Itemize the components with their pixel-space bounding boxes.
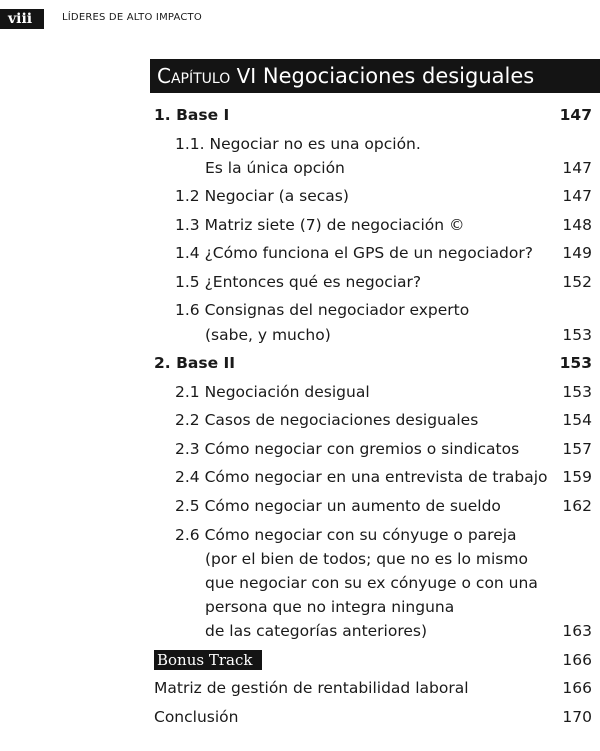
chapter-title: Negociaciones desiguales (262, 64, 535, 88)
running-head: LÍDERES DE ALTO IMPACTO (62, 12, 202, 23)
toc-page-number: 147 (562, 159, 592, 177)
toc-entry: Matriz de gestión de rentabilidad laboral (154, 679, 469, 697)
toc-page-number: 166 (562, 651, 592, 669)
toc-page-number: 162 (562, 497, 592, 515)
toc-entry-continuation: que negociar con su ex cónyuge o con una (205, 574, 538, 592)
toc-entry-continuation: (sabe, y mucho) (205, 326, 331, 344)
bonus-track-label: Bonus Track (154, 650, 262, 670)
toc-entry: 2.6 Cómo negociar con su cónyuge o pareja (175, 526, 517, 544)
toc-page-number: 152 (562, 273, 592, 291)
toc-page-number: 157 (562, 440, 592, 458)
toc-entry: 2.1 Negociación desigual (175, 383, 370, 401)
toc-page-number: 166 (562, 679, 592, 697)
toc-entry: 1.2 Negociar (a secas) (175, 187, 349, 205)
toc-page-number: 147 (562, 187, 592, 205)
toc-entry: 2.4 Cómo negociar en una entrevista de trabajo (175, 468, 548, 486)
toc-page-number: 170 (562, 708, 592, 726)
toc-section-base-2: 2. Base II (154, 354, 236, 372)
toc-page-number: 147 (559, 106, 592, 124)
toc-entry-continuation: persona que no integra ninguna (205, 598, 455, 616)
toc-page-number: 163 (562, 622, 592, 640)
toc-entry: 1.4 ¿Cómo funciona el GPS de un negociador? (175, 244, 533, 262)
toc-entry: 1.5 ¿Entonces qué es negociar? (175, 273, 422, 291)
toc-page-number: 159 (562, 468, 592, 486)
toc-entry-continuation: Es la única opción (205, 159, 345, 177)
toc-entry-continuation: de las categorías anteriores) (205, 622, 428, 640)
chapter-label: Capítulo VI (157, 64, 257, 88)
toc-entry: 1.3 Matriz siete (7) de negociación © (175, 216, 465, 234)
page-number: viii (0, 9, 44, 29)
toc-page-number: 148 (562, 216, 592, 234)
toc-entry: 2.5 Cómo negociar un aumento de sueldo (175, 497, 501, 515)
toc-entry: 2.3 Cómo negociar con gremios o sindicatos (175, 440, 520, 458)
toc-page-number: 153 (562, 326, 592, 344)
toc-page-number: 149 (562, 244, 592, 262)
toc-entry: 1.6 Consignas del negociador experto (175, 301, 470, 319)
toc-entry: 2.2 Casos de negociaciones desiguales (175, 411, 479, 429)
toc-entry: Conclusión (154, 708, 239, 726)
toc-section-base-1: 1. Base I (154, 106, 230, 124)
toc-page-number: 153 (562, 383, 592, 401)
toc-page-number: 153 (559, 354, 592, 372)
toc-entry-continuation: (por el bien de todos; que no es lo mismo (205, 550, 528, 568)
toc-entry: 1.1. Negociar no es una opción. (175, 135, 421, 153)
toc-page-number: 154 (562, 411, 592, 429)
